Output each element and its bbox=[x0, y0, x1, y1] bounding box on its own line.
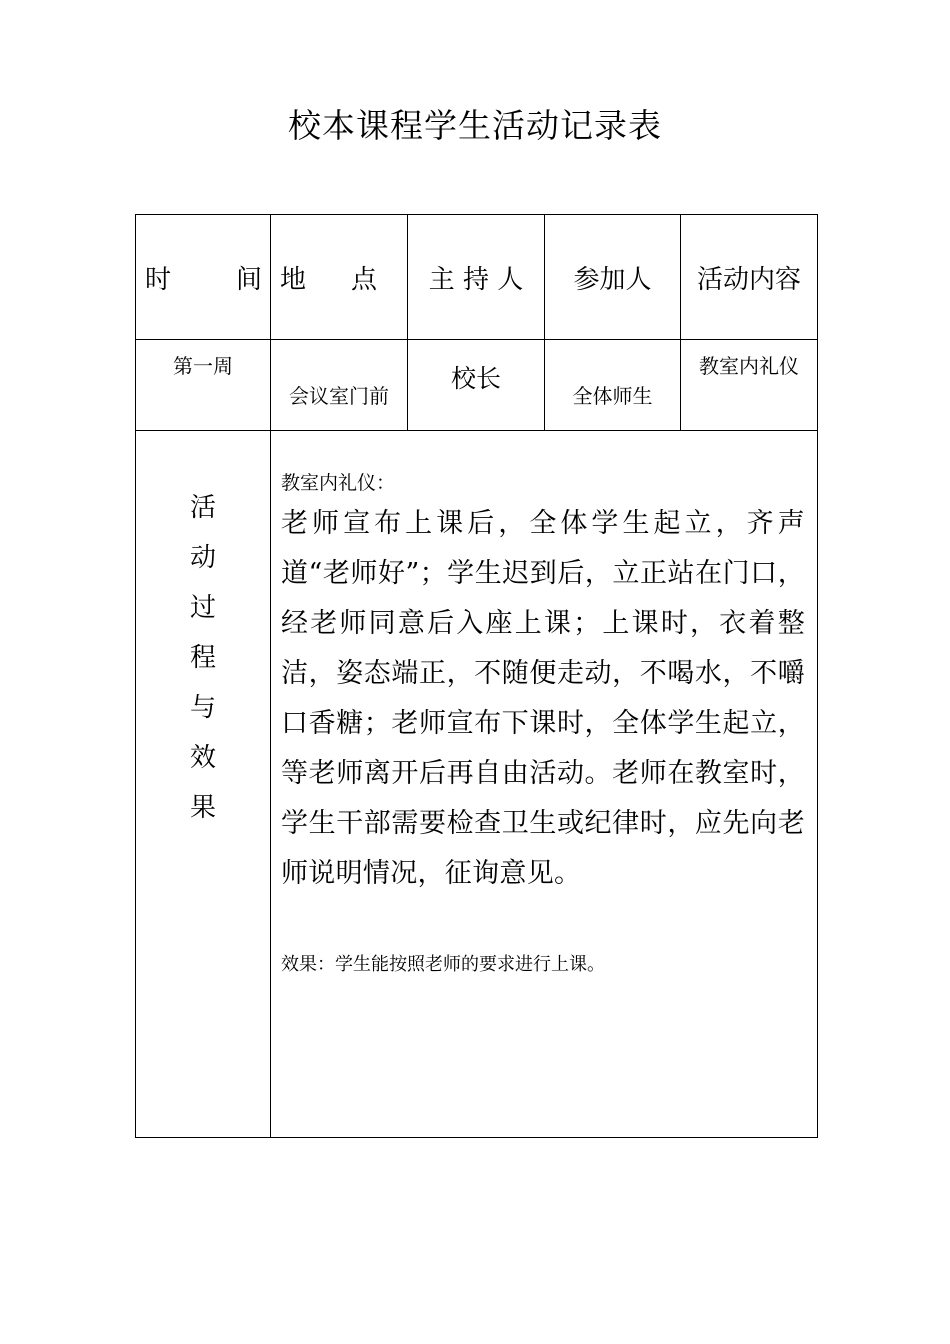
header-time-char-2: 间 bbox=[235, 264, 262, 295]
header-content bbox=[681, 215, 818, 340]
header-host-label: 主 持 人 bbox=[428, 264, 524, 295]
page-title: 校本课程学生活动记录表 bbox=[288, 106, 662, 145]
header-host bbox=[408, 215, 545, 340]
process-effect: 效果：学生能按照老师的要求进行上课。 bbox=[281, 954, 605, 975]
process-label-char: 过 bbox=[189, 593, 216, 623]
record-participants: 全体师生 bbox=[545, 340, 681, 431]
header-row bbox=[136, 215, 818, 340]
header-place bbox=[271, 215, 408, 340]
process-row bbox=[136, 431, 818, 1138]
record-time: 第一周 bbox=[136, 340, 271, 431]
process-label-char: 动 bbox=[189, 543, 216, 573]
header-place-char-2: 点 bbox=[350, 264, 377, 295]
header-time bbox=[136, 215, 271, 340]
process-label-char: 果 bbox=[189, 793, 216, 823]
process-label-cell bbox=[136, 431, 271, 1138]
header-time-char-1: 时 bbox=[145, 264, 172, 295]
process-label bbox=[136, 483, 270, 833]
activity-record-table bbox=[135, 214, 818, 1138]
record-content: 教室内礼仪 bbox=[681, 340, 818, 431]
record-host: 校长 bbox=[408, 340, 545, 431]
header-place-char-1: 地 bbox=[280, 264, 307, 295]
header-participants bbox=[545, 215, 681, 340]
process-subtitle: 教室内礼仪： bbox=[281, 472, 396, 494]
header-participants-label: 参加人 bbox=[573, 264, 652, 295]
process-label-char: 活 bbox=[189, 493, 216, 523]
process-text: 老师宣布上课后，全体学生起立，齐声道“老师好”；学生迟到后，立正站在门口，经老师同意后入座上课；上课时，衣着整洁，姿态端正，不随便走动，不喝水，不嚼口香糖；老师宣布下课时，全体学生起立，等老师离开后再自由活动。老师在教室时，学生干部需要检查卫生或纪律时，应先向老师说明情况，征询意见。 bbox=[281, 508, 805, 889]
record-place: 会议室门前 bbox=[271, 340, 408, 431]
header-content-label: 活动内容 bbox=[696, 264, 801, 295]
record-row bbox=[136, 340, 818, 431]
process-label-char: 与 bbox=[189, 693, 216, 723]
process-label-char: 效 bbox=[189, 743, 216, 773]
process-label-char: 程 bbox=[189, 643, 216, 673]
process-body-cell bbox=[271, 431, 818, 1138]
